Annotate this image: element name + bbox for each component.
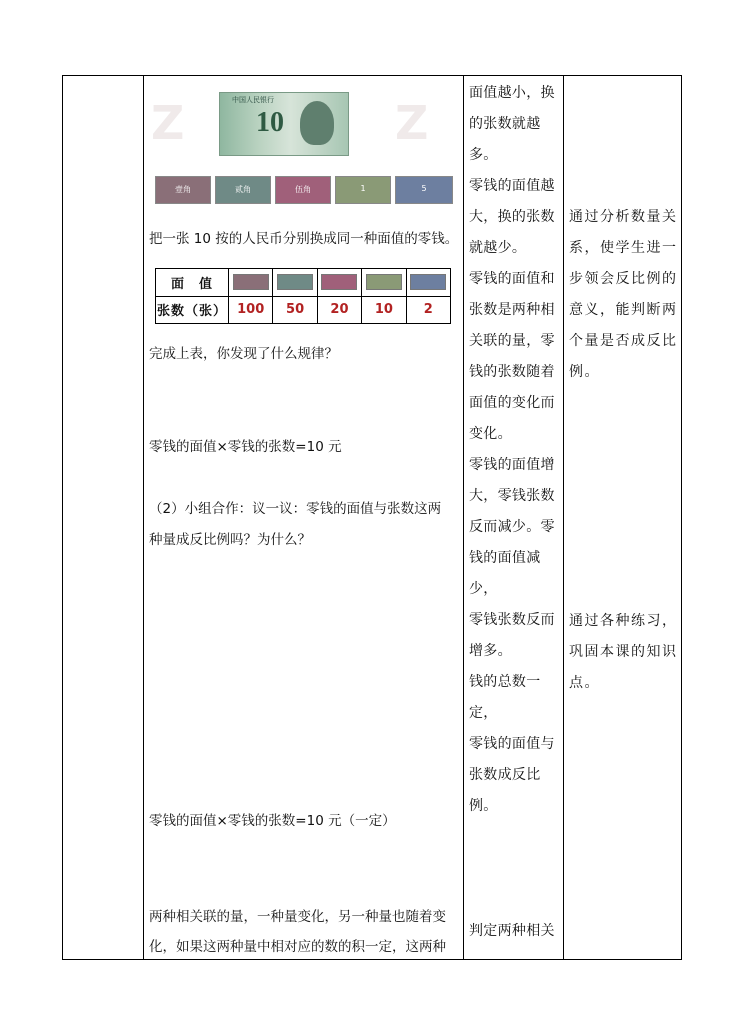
portrait-icon [300, 101, 334, 145]
activity-line: 就越少。 [469, 240, 527, 256]
note-2jiao-icon [277, 274, 313, 290]
table-cell: 100 [229, 296, 273, 324]
activity-line: 变化。 [469, 426, 512, 442]
question-1: 完成上表，你发现了什么规律？ [149, 346, 338, 362]
note-1jiao-icon [233, 274, 269, 290]
activity-line: 零钱的面值和 [469, 271, 555, 287]
intent-line: 巩固本课的知识 [569, 644, 678, 660]
question-2-line-2: 种量成反比例吗？为什么？ [149, 532, 311, 548]
activity-line: 大，换的张数 [469, 209, 555, 225]
activity-line: 钱的面值减少， [469, 550, 541, 597]
activity-line: 钱的总数一定， [469, 674, 541, 721]
note-5yuan-icon [410, 274, 446, 290]
note-label: 1 [360, 184, 366, 193]
note-label: 壹角 [175, 185, 191, 194]
question-2-line-1: （2）小组合作：议一议：零钱的面值与张数这两 [149, 501, 442, 517]
intent-line: 通过各种练习， [569, 613, 678, 629]
note-label: 5 [421, 184, 427, 193]
activity-line: 张数成反比例。 [469, 767, 541, 814]
activity-line: 零钱的面值与 [469, 736, 555, 752]
conclusion-line-1: 两种相关联的量，一种量变化，另一种量也随着变 [149, 909, 446, 925]
formula-2: 零钱的面值×零钱的张数=10 元（一定） [149, 813, 396, 829]
note-2jiao-icon [215, 176, 271, 204]
table-cell [317, 269, 361, 297]
table-header-value: 面 值 [156, 269, 229, 297]
intent-line: 步领会反比例的 [569, 271, 678, 287]
intent-line: 系，使学生进一 [569, 240, 678, 256]
note-1jiao-icon [155, 176, 211, 204]
formula-1: 零钱的面值×零钱的张数=10 元 [149, 439, 342, 455]
main-content-cell [145, 76, 461, 959]
intent-line: 例。 [569, 364, 600, 380]
note-5jiao-icon [275, 176, 331, 204]
column-divider [563, 76, 564, 959]
note-label: 贰角 [235, 185, 251, 194]
table-cell [362, 269, 406, 297]
column-divider [143, 76, 144, 959]
watermark-icon: Z [395, 96, 429, 150]
activity-line: 面值的变化而 [469, 395, 555, 411]
activity-line: 钱的张数随着 [469, 364, 555, 380]
activity-line: 张数是两种相 [469, 302, 555, 318]
note-label: 伍角 [295, 185, 311, 194]
activity-line: 的张数就越多。 [469, 116, 541, 163]
activity-line: 零钱张数反而 [469, 612, 555, 628]
table-cell: 2 [406, 296, 450, 324]
ten-yuan-note-image [219, 92, 349, 156]
design-intent-cell-2 [569, 606, 679, 699]
activity-line: 面值越小，换 [469, 85, 555, 101]
note-5jiao-icon [321, 274, 357, 290]
note-value-text: 10 [256, 107, 284, 138]
table-cell [273, 269, 317, 297]
activity-line: 反而减少。零 [469, 519, 555, 535]
note-1yuan-icon [366, 274, 402, 290]
lesson-table [62, 75, 682, 960]
activity-line: 关联的量，零 [469, 333, 555, 349]
column-divider [463, 76, 464, 959]
table-cell: 20 [317, 296, 361, 324]
conclusion-line-2: 化，如果这两种量中相对应的数的积一定，这两种 [149, 939, 446, 955]
intent-line: 个量是否成反比 [569, 333, 678, 349]
intent-line: 意义，能判断两 [569, 302, 678, 318]
activity-line: 增多。 [469, 643, 512, 659]
table-cell [229, 269, 273, 297]
table-cell [406, 269, 450, 297]
student-activity-cell [469, 78, 561, 822]
design-intent-cell [569, 202, 679, 388]
activity-line: 零钱的面值增 [469, 457, 555, 473]
intro-text: 把一张 10 按的人民币分别换成同一种面值的零钱。 [149, 231, 459, 247]
activity-bottom-text: 判定两种相关 [469, 923, 555, 939]
activity-line: 零钱的面值越 [469, 178, 555, 194]
table-cell: 50 [273, 296, 317, 324]
table-header-count: 张数（张） [156, 296, 229, 324]
table-cell: 10 [362, 296, 406, 324]
intent-line: 通过分析数量关 [569, 209, 678, 225]
note-5yuan-icon [395, 176, 453, 204]
intent-line: 点。 [569, 675, 600, 691]
value-count-table [155, 268, 451, 324]
note-header-text: 中国人民银行 [232, 96, 274, 104]
activity-line: 大，零钱张数 [469, 488, 555, 504]
watermark-icon: Z [151, 96, 185, 150]
note-1yuan-icon [335, 176, 391, 204]
